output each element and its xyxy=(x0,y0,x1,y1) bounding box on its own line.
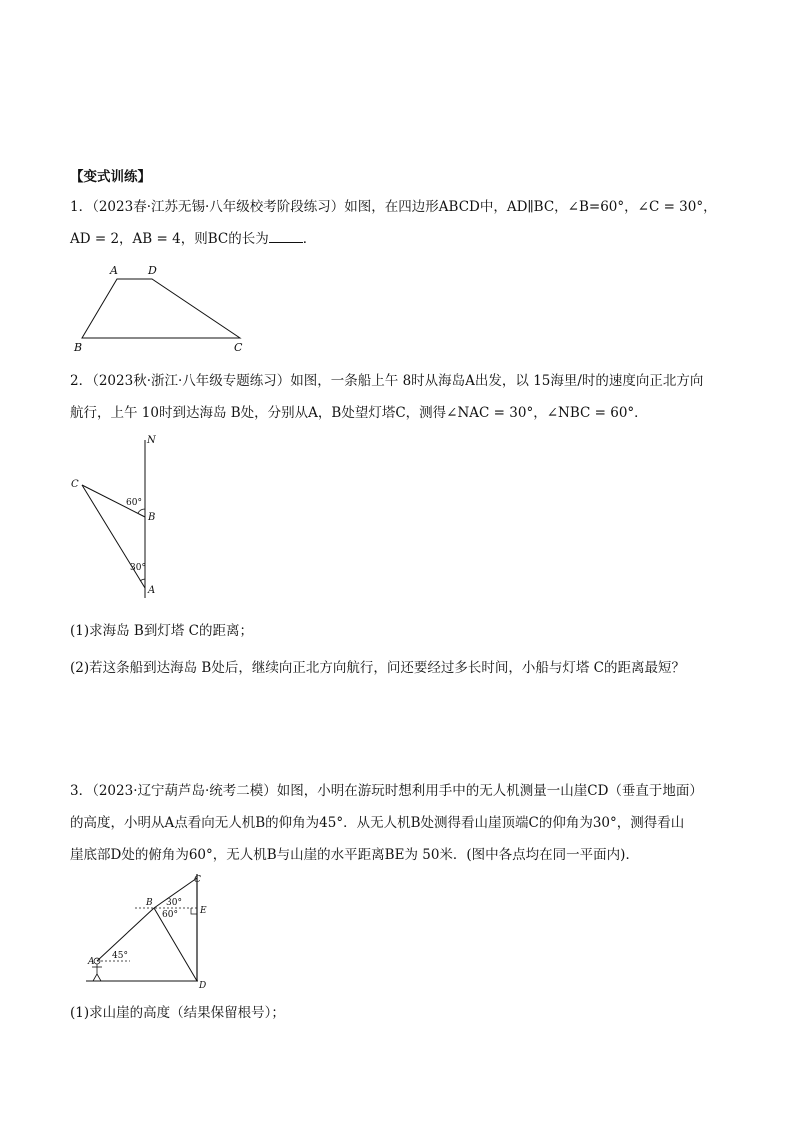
q3-sub-question-1: (1)求山崖的高度（结果保留根号）； xyxy=(70,1005,285,1021)
q2-sub-question-2: (2)若这条船到达海岛 B处后，继续向正北方向航行，问还要经过多长时间，小船与灯塔 C的距离最短？ xyxy=(70,660,685,676)
q1-label-b: B xyxy=(74,341,83,354)
q1-label-c: C xyxy=(234,341,243,354)
q3-angle-60: 60° xyxy=(162,910,178,920)
q2-angle-30: 30° xyxy=(130,563,146,573)
section-title: 【变式训练】 xyxy=(70,169,151,185)
q1-text-line2-end: ． xyxy=(302,231,317,247)
q3-text-line1: 3．（2023·辽宁葫芦岛·统考二模）如图，小明在游玩时想利用手中的无人机测量一山崖CD（垂直于地面） xyxy=(70,783,703,799)
q2-angle-arc-b xyxy=(138,509,145,513)
q1-label-a: A xyxy=(110,264,118,277)
q1-text-line1: 1．（2023春·江苏无锡·八年级校考阶段练习）如图，在四边形ABCD中，AD∥BC，∠B=60°，∠C = 30°， xyxy=(70,199,717,215)
q2-text-line1: 2．（2023秋·浙江·八年级专题练习）如图，一条船上午 8时从海岛A出发，以 15海里/时的速度向正北方向 xyxy=(70,373,704,389)
q2-sub-question-1: (1)求海岛 B到灯塔 C的距离； xyxy=(70,623,253,639)
q2-lighthouse-figure xyxy=(68,430,168,605)
q3-label-c: C xyxy=(194,875,201,885)
q3-right-angle-e xyxy=(191,908,197,914)
q3-angle-45: 45° xyxy=(112,951,128,961)
q1-label-d: D xyxy=(148,264,157,277)
q3-label-d: D xyxy=(199,981,207,988)
q2-label-a: A xyxy=(148,585,156,596)
q3-label-b: B xyxy=(146,898,153,908)
q1-text-line2-start: AD = 2，AB = 4，则BC的长为 xyxy=(70,231,269,247)
q3-person-leg-left xyxy=(93,974,97,981)
q2-label-b: B xyxy=(148,512,156,523)
q2-angle-60: 60° xyxy=(126,498,142,508)
q2-angle-arc-a xyxy=(140,579,145,581)
q3-text-line3: 崖底部D处的俯角为60°，无人机B与山崖的水平距离BE为 50米．(图中各点均在同一平面内)． xyxy=(70,847,639,863)
q1-text-line2 xyxy=(70,230,316,248)
q2-label-n: N xyxy=(147,435,156,446)
q3-person-leg-right xyxy=(97,974,101,981)
q3-label-e: E xyxy=(200,906,207,916)
q3-cliff-figure xyxy=(80,868,220,988)
q1-trapezoid-shape xyxy=(82,279,240,338)
q2-text-line2: 航行，上午 10时到达海岛 B处，分别从A，B处望灯塔C，测得∠NAC = 30°，∠NBC = 60°． xyxy=(70,405,648,421)
q1-trapezoid-figure xyxy=(70,262,260,354)
q3-text-line2: 的高度，小明从A点看向无人机B的仰角为45°．从无人机B处测得看山崖顶端C的仰角为30°，测得看山 xyxy=(70,815,685,831)
q3-label-a: A xyxy=(88,957,95,967)
q2-label-c: C xyxy=(71,479,79,490)
q1-answer-blank xyxy=(269,230,303,243)
q3-angle-30: 30° xyxy=(166,898,182,908)
